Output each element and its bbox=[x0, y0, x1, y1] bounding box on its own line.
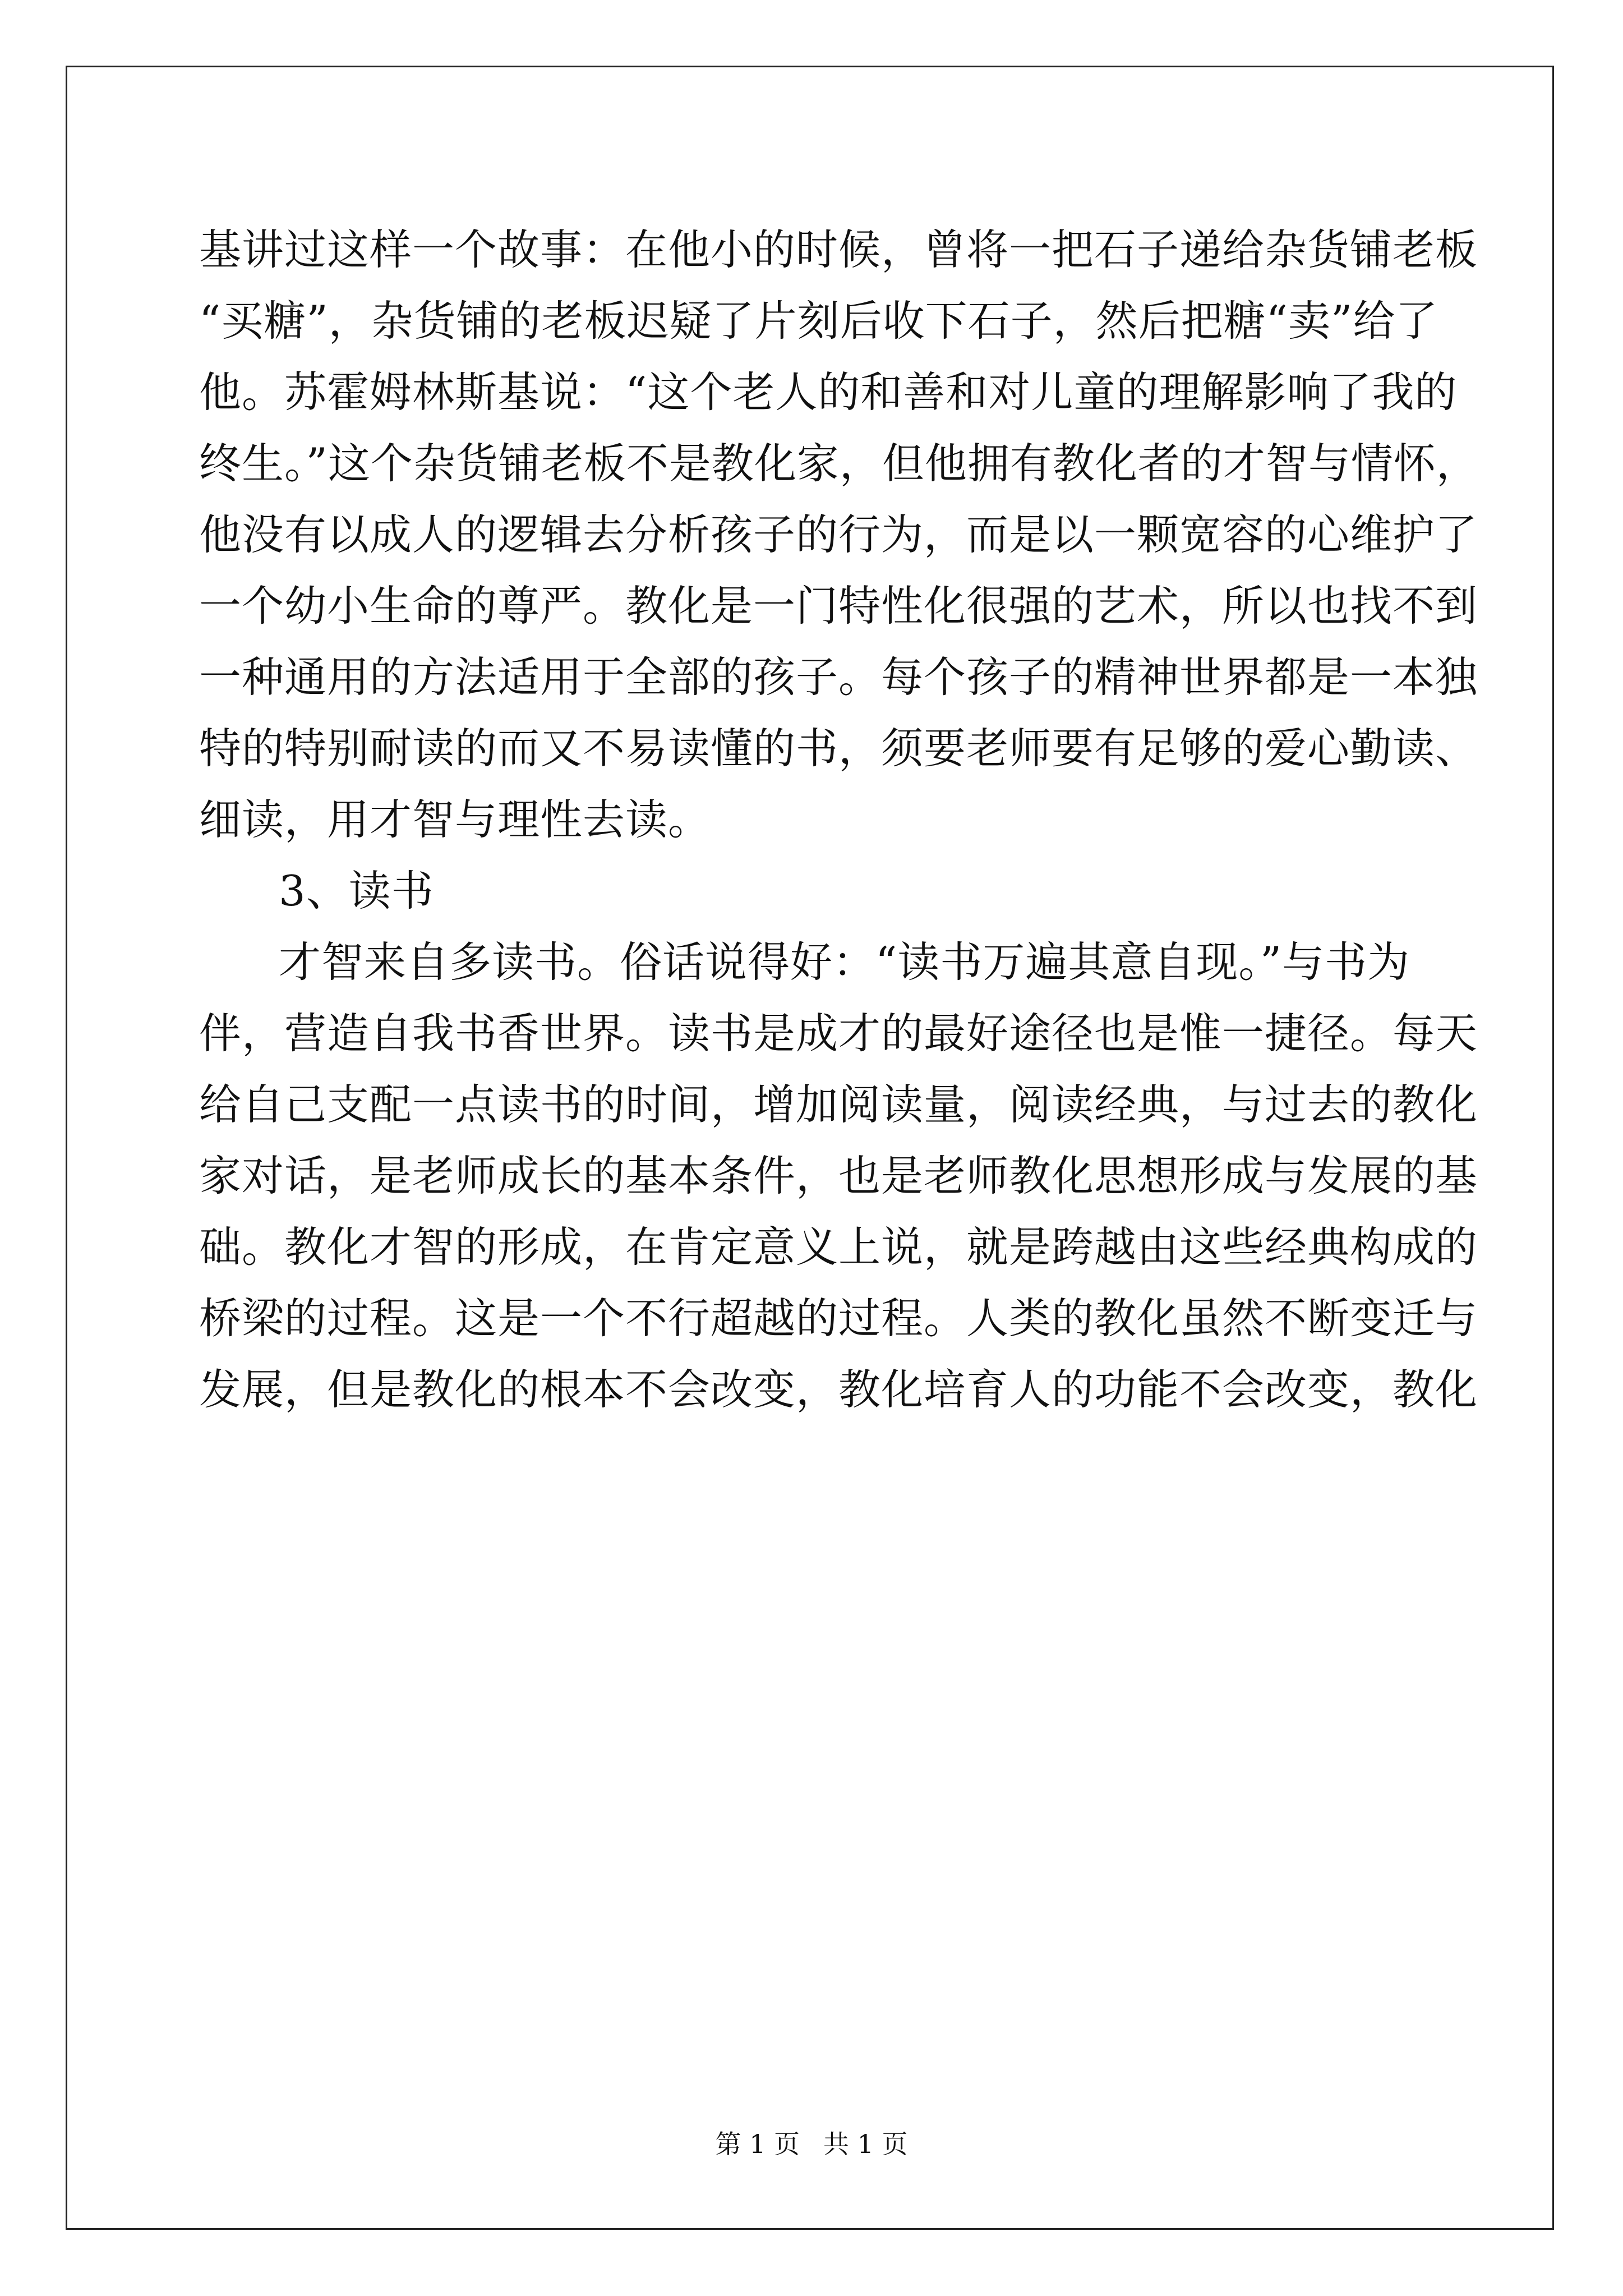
paragraph-line: 桥梁的过程。这是一个不行超越的过程。人类的教化虽然不断变迁与 bbox=[199, 1294, 1478, 1343]
page-footer bbox=[0, 2127, 1623, 2161]
paragraph-line: 才智来自多读书。俗话说得好：“读书万遍其意自现。”与书为 bbox=[279, 937, 1410, 987]
total-pages: 共 1 页 bbox=[823, 2129, 908, 2159]
section-heading: 3、读书 bbox=[279, 866, 434, 915]
paragraph-line: 家对话，是老师成长的基本条件，也是老师教化思想形成与发展的基 bbox=[199, 1151, 1478, 1200]
paragraph-line: 一种通用的方法适用于全部的孩子。每个孩子的精神世界都是一本独 bbox=[199, 652, 1478, 702]
paragraph-line: 基讲过这样一个故事：在他小的时候，曾将一把石子递给杂货铺老板 bbox=[199, 225, 1478, 274]
paragraph-line: 础。教化才智的形成，在肯定意义上说，就是跨越由这些经典构成的 bbox=[199, 1222, 1478, 1272]
paragraph-line: 发展，但是教化的根本不会改变，教化培育人的功能不会改变，教化 bbox=[199, 1365, 1478, 1414]
page-number: 第 1 页 bbox=[715, 2129, 800, 2159]
paragraph-line: 伴，营造自我书香世界。读书是成才的最好途径也是惟一捷径。每天 bbox=[199, 1009, 1478, 1058]
paragraph-line: 细读，用才智与理性去读。 bbox=[199, 795, 711, 844]
paragraph-line: 给自己支配一点读书的时间，增加阅读量，阅读经典，与过去的教化 bbox=[199, 1080, 1478, 1129]
paragraph-line: 他。苏霍姆林斯基说：“这个老人的和善和对儿童的理解影响了我的 bbox=[199, 367, 1458, 417]
paragraph-line: 一个幼小生命的尊严。教化是一门特性化很强的艺术，所以也找不到 bbox=[199, 581, 1478, 631]
paragraph-line: 他没有以成人的逻辑去分析孩子的行为，而是以一颗宽容的心维护了 bbox=[199, 510, 1478, 559]
paragraph-line: 终生。”这个杂货铺老板不是教化家，但他拥有教化者的才智与情怀， bbox=[199, 439, 1479, 488]
paragraph-line: “买糖”，杂货铺的老板迟疑了片刻后收下石子，然后把糖“卖”给了 bbox=[199, 296, 1438, 346]
paragraph-line: 特的特别耐读的而又不易读懂的书，须要老师要有足够的爱心勤读、 bbox=[199, 724, 1478, 773]
